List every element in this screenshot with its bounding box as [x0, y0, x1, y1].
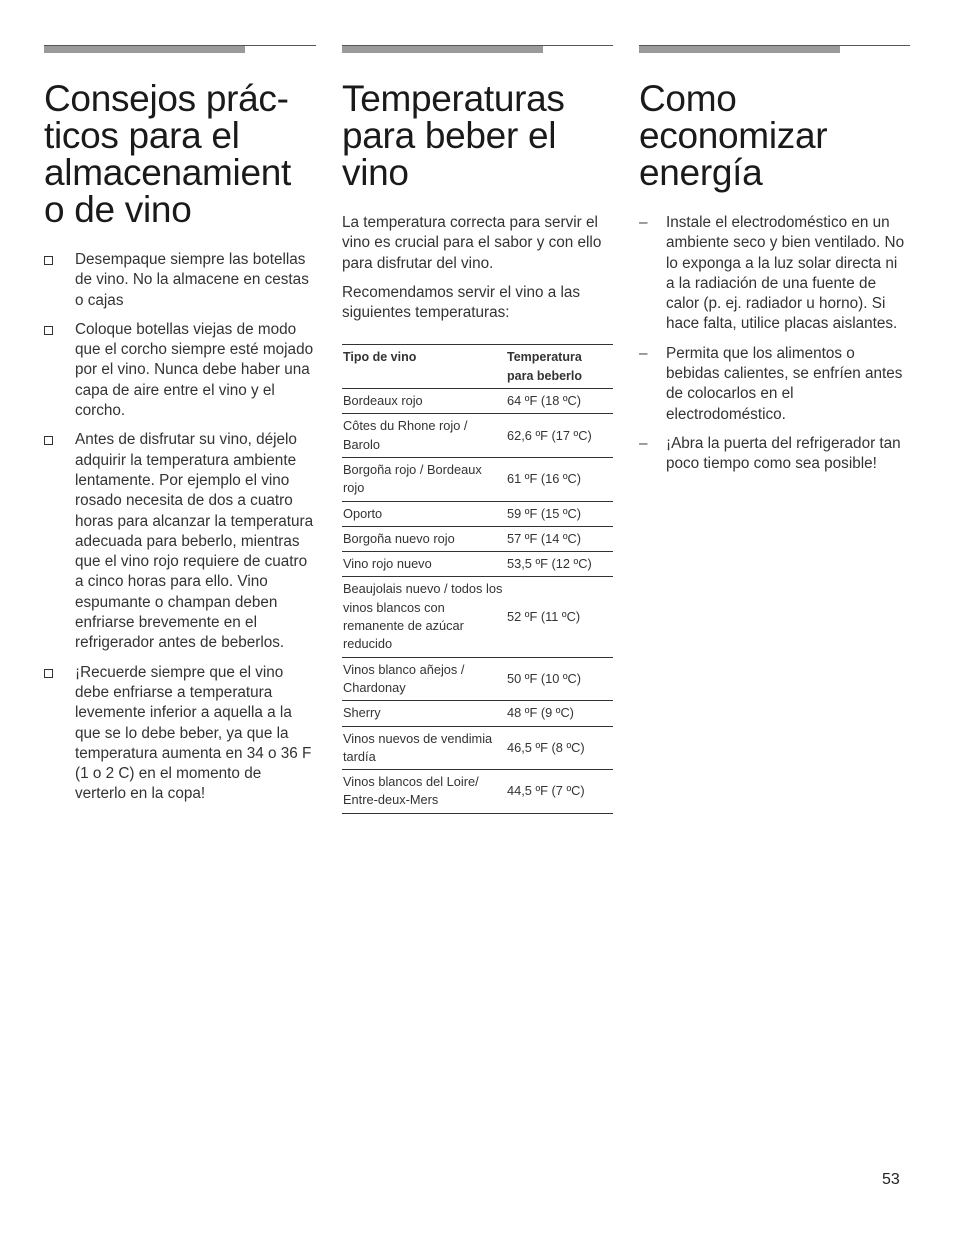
table-row	[342, 770, 613, 814]
dash-bullet: –	[639, 214, 648, 231]
wine-type-cell: Oporto	[342, 501, 506, 526]
section-rule-bar	[342, 46, 543, 53]
table-row	[342, 701, 613, 726]
wine-type-cell: Vinos blancos del Loire/ Entre-deux-Mers	[342, 770, 506, 814]
temperature-cell: 48 ºF (9 ºC)	[506, 701, 613, 726]
temperature-cell: 46,5 ºF (8 ºC)	[506, 726, 613, 770]
list-item	[639, 434, 910, 475]
list-item-text: Coloque botellas viejas de modo que el corcho siempre esté mojado por el vino. Nunca debe haber una capa de aire entre el vino y el corcho.	[75, 320, 314, 420]
list-item-text: Antes de disfrutar su vino, déjelo adquirir la temperatura ambiente lentamente. Por ejemplo el vino rosado necesita de dos a cuatro horas para alcanzar la temperatura adecuada para beberlo, mientras que el vino rojo requiere de cuatro a cinco horas para ello. Vino espumante o champan deben enfriarse brevemente en el refrigerador antes de beberlos.	[75, 431, 314, 652]
list-item	[44, 320, 316, 421]
temperature-cell: 64 ºF (18 ºC)	[506, 389, 613, 414]
temperature-cell: 50 ºF (10 ºC)	[506, 657, 613, 701]
temperature-cell: 57 ºF (14 ºC)	[506, 526, 613, 551]
table-header-row	[342, 345, 613, 389]
section-title-energy-saving: Como economizar energía	[639, 78, 828, 193]
page-number: 53	[882, 1171, 900, 1188]
section-rule	[639, 45, 910, 54]
section-title-temperatures: Temperaturas para beber el vino	[342, 78, 565, 193]
list-item-text: Desempaque siempre las botellas de vino. No la almacene en cestas o cajas	[75, 251, 309, 309]
recommendation-paragraph: Recomendamos servir el vino a las siguientes temperaturas:	[342, 283, 581, 322]
table-row	[342, 552, 613, 577]
wine-type-cell: Borgoña nuevo rojo	[342, 526, 506, 551]
list-item	[639, 344, 910, 425]
wine-temperature-table	[342, 344, 613, 813]
column-drinking-temperatures	[342, 45, 613, 814]
wine-type-cell: Bordeaux rojo	[342, 389, 506, 414]
temperature-cell: 62,6 ºF (17 ºC)	[506, 414, 613, 458]
table-row	[342, 457, 613, 501]
column-header-wine-type: Tipo de vino	[343, 350, 417, 365]
table-row	[342, 526, 613, 551]
list-item-text: ¡Abra la puerta del refrigerador tan poco tiempo como sea posible!	[666, 434, 901, 473]
list-item	[44, 663, 316, 805]
wine-type-cell: Vino rojo nuevo	[342, 552, 506, 577]
section-rule	[342, 45, 613, 54]
temperature-cell: 59 ºF (15 ºC)	[506, 501, 613, 526]
wine-type-cell: Vinos nuevos de vendimia tardía	[342, 726, 506, 770]
list-item-text: ¡Recuerde siempre que el vino debe enfriarse a temperatura levemente inferior a aquella a la que se lo debe beber, ya que la temperatura aumenta en 34 o 36 F (1 o 2 C) en el momento de verterlo en la copa!	[75, 663, 312, 803]
wine-type-cell: Borgoña rojo / Bordeaux rojo	[342, 457, 506, 501]
table-row	[342, 501, 613, 526]
checkbox-bullet-icon	[44, 326, 53, 335]
wine-type-cell: Sherry	[342, 701, 506, 726]
temperature-cell: 61 ºF (16 ºC)	[506, 457, 613, 501]
list-item	[44, 430, 316, 653]
section-rule-bar	[639, 46, 840, 53]
table-row	[342, 389, 613, 414]
temperature-cell: 44,5 ºF (7 ºC)	[506, 770, 613, 814]
column-energy-saving	[639, 45, 910, 484]
list-item	[639, 213, 910, 335]
wine-type-cell: Vinos blanco añejos / Chardonay	[342, 657, 506, 701]
wine-type-cell: Côtes du Rhone rojo / Barolo	[342, 414, 506, 458]
column-wine-storage-tips	[44, 45, 316, 814]
table-row	[342, 726, 613, 770]
section-rule-bar	[44, 46, 245, 53]
section-title-storage-tips: Consejos prác- ticos para el almacenamient o de vino	[44, 78, 292, 230]
checkbox-bullet-icon	[44, 436, 53, 445]
list-item-text: Permita que los alimentos o bebidas calientes, se enfríen antes de colocarlos en el electrodoméstico.	[666, 344, 903, 423]
dash-bullet: –	[639, 434, 648, 452]
section-rule	[44, 45, 316, 54]
storage-tips-list	[44, 250, 316, 805]
table-row	[342, 414, 613, 458]
temperature-cell: 52 ºF (11 ºC)	[506, 577, 613, 657]
list-item	[44, 250, 316, 311]
column-header-temperature: Temperatura para beberlo	[507, 350, 583, 383]
temperature-cell: 53,5 ºF (12 ºC)	[506, 552, 613, 577]
energy-tips-list	[639, 213, 910, 475]
checkbox-bullet-icon	[44, 669, 53, 678]
intro-paragraph: La temperatura correcta para servir el vino es crucial para el sabor y con ello para disfrutar del vino.	[342, 214, 602, 272]
list-item-text: Instale el electrodoméstico en un ambiente seco y bien ventilado. No lo exponga a la luz solar directa ni a la radiación de una fuente de calor (p. ej. radiador u horno). Si hace falta, utilice placas aislantes.	[666, 214, 905, 333]
wine-type-cell: Beaujolais nuevo / todos los vinos blancos con remanente de azúcar reducido	[342, 577, 506, 657]
table-row	[342, 577, 613, 657]
table-row	[342, 657, 613, 701]
checkbox-bullet-icon	[44, 256, 53, 265]
dash-bullet: –	[639, 344, 648, 362]
